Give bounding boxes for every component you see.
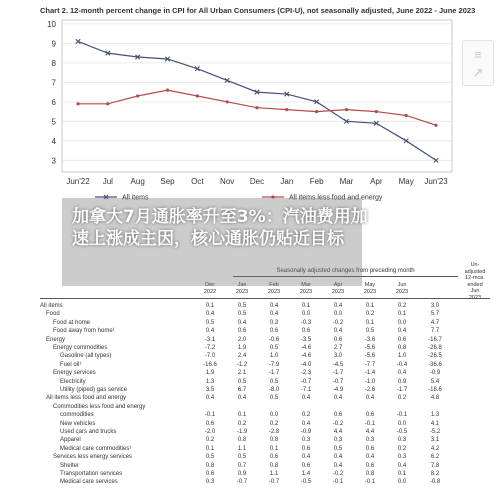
table-cell: 0.8: [205, 462, 215, 469]
table-cell: -5.2: [429, 429, 441, 435]
table-row: [40, 394, 490, 402]
table-cell: 0.6: [397, 336, 407, 343]
table-row: [40, 428, 490, 436]
table-cell: -4.6: [300, 353, 312, 360]
x-tick-label: Jan: [280, 177, 294, 186]
table-cell: 0.1: [397, 311, 407, 318]
table-cell: 1.0: [397, 353, 407, 360]
cpi-chart: [0, 0, 500, 215]
table-cell: 0.8: [269, 437, 279, 444]
table-row: [40, 361, 490, 369]
row-label: Utility (piped) gas service: [60, 387, 128, 393]
table-cell: 0.6: [269, 328, 279, 335]
table-cell: -1.0: [364, 378, 376, 385]
table-row: [40, 462, 490, 470]
row-label: Electricity: [60, 378, 86, 385]
table-cell: 8.2: [430, 471, 440, 477]
table-cell: 0.1: [237, 412, 247, 419]
table-cell: 3.0: [430, 303, 440, 309]
x-tick-label: Nov: [220, 177, 235, 186]
table-cell: 0.6: [301, 462, 311, 469]
table-annual-header: Un- adjusted 12-mos. ended Jun: [464, 262, 486, 294]
table-cell: 0.5: [269, 378, 279, 385]
row-label: Food at home: [53, 319, 91, 326]
x-tick-label: Mar: [339, 177, 354, 186]
table-cell: 1.9: [237, 345, 247, 351]
table-cell: 2.7: [333, 345, 343, 351]
table-row: [40, 336, 490, 344]
row-label: Medical care commodities¹: [60, 445, 132, 452]
table-cell: 0.6: [333, 336, 343, 343]
x-tick-label: Feb: [309, 177, 324, 186]
row-label: Fuel oil¹: [60, 361, 82, 368]
table-cell: -16.7: [428, 336, 442, 343]
table-row: [40, 411, 490, 419]
data-point: [285, 108, 288, 111]
table-cell: -5.6: [364, 353, 376, 360]
table-cell: 0.5: [237, 303, 247, 309]
row-label: Gasoline (all types): [60, 353, 112, 360]
headline: 加拿大7月通胀率升至3%：汽油费用加速上涨成主因，核心通胀仍贴近目标: [72, 207, 368, 249]
table-cell: 0.4: [333, 462, 343, 469]
table-cell: 0.6: [365, 445, 375, 452]
data-point: [76, 102, 79, 105]
table-cell: 0.0: [269, 412, 279, 419]
row-label: Shelter: [60, 462, 80, 469]
table-cell: -0.7: [236, 479, 248, 486]
table-row: [40, 478, 490, 486]
table-cell: -1.7: [396, 387, 408, 393]
table-cell: -0.2: [332, 471, 344, 477]
data-point: [345, 108, 348, 111]
table-row: [40, 344, 490, 352]
legend-label: All items: [122, 194, 149, 202]
table-row: [40, 470, 490, 478]
table-cell: 5.7: [430, 311, 440, 318]
table-cell: 0.8: [269, 462, 279, 469]
chart-toolbar: [462, 40, 494, 86]
table-cell: 6.7: [237, 387, 247, 393]
table-row: [40, 453, 490, 461]
table-cell: -1.2: [236, 361, 248, 368]
row-label: Energy: [46, 336, 66, 343]
table-cell: -0.6: [268, 336, 280, 343]
table-cell: 4.1: [430, 420, 440, 427]
table-cell: 6.2: [430, 454, 440, 461]
table-cell: 2.1: [237, 370, 247, 377]
table-cell: 0.1: [365, 303, 375, 309]
table-cell: -36.6: [428, 361, 442, 368]
row-label: Food away from home¹: [53, 328, 115, 335]
table-cell: 0.4: [205, 311, 215, 318]
table-cell: 0.9: [397, 378, 407, 385]
table-row: [40, 352, 490, 360]
table-cell: 0.6: [269, 454, 279, 461]
data-point: [196, 94, 199, 97]
chart-title: Chart 2. 12-month percent change in CPI for All Urban Consumers (CPI-U), not seasonally adjusted, June 2022 - June 2023: [40, 6, 476, 15]
y-tick-label: 8: [51, 58, 56, 68]
table-row: [40, 420, 490, 428]
table-cell: 4.7: [430, 319, 440, 326]
table-cell: 0.6: [333, 412, 343, 419]
table-cell: 0.1: [269, 445, 279, 452]
table-cell: 0.4: [333, 303, 343, 309]
table-cell: 0.5: [333, 445, 343, 452]
table-cell: 0.1: [205, 303, 215, 309]
table-cell: 0.9: [237, 471, 247, 477]
table-cell: -3.1: [204, 336, 216, 343]
table-cell: -0.7: [332, 378, 344, 385]
data-point: [166, 89, 169, 92]
table-cell: -2.6: [364, 387, 376, 393]
table-cell: -7.1: [300, 387, 312, 393]
table-cell: 0.5: [237, 454, 247, 461]
table-cell: 2.0: [237, 336, 247, 343]
row-label: Energy commodities: [53, 345, 108, 351]
row-label: All items less food and energy: [46, 395, 127, 402]
table-cell: 0.4: [333, 395, 343, 402]
menu-icon[interactable]: ≡: [474, 47, 482, 62]
table-cell: 0.3: [333, 437, 343, 444]
data-point: [315, 110, 318, 113]
row-label: Energy services: [53, 370, 96, 377]
month-header: Apr 2023: [331, 282, 345, 295]
month-header: Jun 2023: [395, 282, 409, 295]
table-cell: 0.1: [301, 303, 311, 309]
table-cell: -26.8: [428, 345, 442, 351]
table-cell: 0.2: [397, 395, 407, 402]
table-cell: 0.4: [301, 454, 311, 461]
table-cell: 0.8: [397, 345, 407, 351]
table-cell: -0.1: [204, 412, 216, 419]
table-cell: -18.6: [428, 387, 442, 393]
table-cell: 0.4: [237, 395, 247, 402]
table-cell: 0.0: [397, 479, 407, 486]
x-tick-label: Jun'23: [424, 177, 448, 186]
table-row: [40, 319, 490, 327]
table-cell: 0.6: [205, 471, 215, 477]
row-label: Apparel: [60, 437, 81, 444]
data-point: [136, 94, 139, 97]
table-cell: 3.5: [205, 387, 215, 393]
row-label: All items: [40, 303, 63, 309]
line-chart: [0, 0, 500, 215]
table-group-header: Seasonally adjusted changes from preceding month: [233, 268, 458, 277]
table-cell: 0.6: [205, 420, 215, 427]
table-cell: 0.0: [301, 311, 311, 318]
table-cell: -0.4: [396, 361, 408, 368]
table-cell: 0.4: [397, 328, 407, 335]
table-cell: 0.3: [365, 437, 375, 444]
table-cell: -1.7: [268, 370, 280, 377]
table-cell: 0.4: [397, 462, 407, 469]
row-label: Food: [46, 311, 60, 318]
table-cell: 0.5: [237, 378, 247, 385]
table-row: [40, 378, 490, 386]
table-cell: 0.4: [269, 303, 279, 309]
table-cell: -4.0: [300, 361, 312, 368]
row-label: Commodities less food and energy: [53, 403, 146, 410]
month-header: Feb 2023: [267, 282, 281, 295]
table-cell: 0.4: [301, 395, 311, 402]
table-cell: 0.4: [237, 319, 247, 326]
month-header: Mar 2023: [299, 282, 313, 295]
table-row: [40, 310, 490, 318]
table-cell: 1.4: [301, 471, 311, 477]
table-cell: 0.5: [365, 328, 375, 335]
table-cell: 0.3: [301, 437, 311, 444]
x-tick-label: Sep: [160, 177, 175, 186]
table-cell: -1.4: [364, 370, 376, 377]
table-cell: 0.4: [333, 454, 343, 461]
table-row: [40, 327, 490, 335]
row-label: Used cars and trucks: [60, 429, 117, 435]
row-label: New vehicles: [60, 420, 96, 427]
row-label: Medical care services: [60, 479, 118, 486]
table-header-rule: [40, 298, 490, 299]
table-cell: 7.7: [430, 328, 440, 335]
table-cell: 0.8: [365, 471, 375, 477]
table-cell: 0.6: [237, 328, 247, 335]
table-cell: 1.9: [205, 370, 215, 377]
data-point: [434, 124, 437, 127]
table-cell: -2.8: [268, 429, 280, 435]
data-point: [255, 106, 258, 109]
table-cell: 0.6: [301, 328, 311, 335]
table-cell: 0.2: [269, 420, 279, 427]
table-cell: 0.4: [365, 395, 375, 402]
table-cell: -3.6: [364, 336, 376, 343]
expand-icon[interactable]: ↗: [472, 65, 484, 80]
x-tick-label: Aug: [130, 177, 145, 186]
table-cell: 3.0: [333, 353, 343, 360]
table-row: [40, 386, 490, 394]
table-cell: 5.4: [430, 378, 440, 385]
table-cell: 0.0: [333, 311, 343, 318]
table-cell: -0.7: [300, 378, 312, 385]
table-cell: 0.1: [397, 471, 407, 477]
table-cell: -4.9: [332, 387, 344, 393]
table-cell: 0.4: [365, 454, 375, 461]
row-label: Transportation services: [60, 471, 123, 477]
table-cell: 0.3: [269, 319, 279, 326]
table-cell: -16.6: [203, 361, 217, 368]
table-cell: 1.3: [205, 378, 215, 385]
table-cell: -8.0: [268, 387, 280, 393]
data-point: [375, 110, 378, 113]
table-cell: -26.5: [428, 353, 442, 360]
table-cell: 0.5: [205, 454, 215, 461]
month-header: May 2023: [363, 282, 377, 295]
table-cell: 0.7: [237, 462, 247, 469]
table-cell: -0.1: [364, 420, 376, 427]
table-cell: -0.3: [300, 319, 312, 326]
table-row: [40, 436, 490, 444]
table-cell: -7.7: [364, 361, 376, 368]
table-cell: -0.8: [429, 479, 441, 486]
table-cell: -0.7: [268, 479, 280, 486]
table-cell: 0.2: [365, 311, 375, 318]
legend-label: All items less food and energy: [289, 194, 383, 202]
table-cell: 0.5: [269, 345, 279, 351]
table-cell: -7.0: [204, 353, 216, 360]
y-tick-label: 10: [47, 19, 56, 29]
table-cell: 0.4: [205, 395, 215, 402]
row-label: Services less energy services: [53, 454, 133, 461]
table-cell: -0.1: [332, 479, 344, 486]
series-line-0: [78, 41, 436, 160]
table-cell: 0.1: [205, 445, 215, 452]
y-tick-label: 3: [51, 156, 56, 166]
table-cell: 4.8: [430, 395, 440, 402]
x-tick-label: Apr: [370, 177, 383, 186]
table-cell: -0.2: [332, 420, 344, 427]
plot-frame: [62, 20, 452, 172]
table-cell: 1.3: [430, 412, 440, 419]
table-cell: 0.2: [237, 420, 247, 427]
month-header: Jan 2023: [235, 282, 249, 295]
table-cell: 4.2: [430, 445, 440, 452]
table-cell: -4.6: [300, 345, 312, 351]
table-row: [40, 302, 490, 310]
table-cell: -1.7: [332, 370, 344, 377]
table-row: [40, 369, 490, 377]
table-cell: 0.6: [301, 445, 311, 452]
table-cell: 0.2: [205, 437, 215, 444]
table-cell: 0.4: [205, 328, 215, 335]
table-cell: -0.5: [396, 429, 408, 435]
table-cell: 0.2: [301, 412, 311, 419]
y-tick-label: 4: [51, 136, 56, 146]
table-cell: 0.6: [365, 462, 375, 469]
x-tick-label: May: [398, 177, 414, 186]
data-point: [405, 114, 408, 117]
table-cell: 1.1: [269, 471, 279, 477]
table-cell: 1.0: [269, 353, 279, 360]
table-cell: -0.2: [332, 319, 344, 326]
table-cell: 0.3: [397, 454, 407, 461]
table-cell: 0.4: [301, 420, 311, 427]
table-cell: 0.1: [365, 319, 375, 326]
table-cell: 0.5: [205, 319, 215, 326]
table-cell: 4.4: [365, 429, 375, 435]
table-cell: 0.4: [397, 370, 407, 377]
table-cell: 0.5: [237, 311, 247, 318]
table-cell: -3.5: [300, 336, 312, 343]
table-cell: -5.6: [364, 345, 376, 351]
data-point: [106, 102, 109, 105]
table-row: [40, 445, 490, 453]
table-cell: 0.4: [269, 311, 279, 318]
table-cell: 2.4: [237, 353, 247, 360]
table-cell: 0.4: [333, 328, 343, 335]
table-cell: 0.0: [397, 420, 407, 427]
table-cell: 0.8: [237, 437, 247, 444]
month-header: Dec 2022: [203, 282, 217, 295]
table-cell: 0.2: [397, 445, 407, 452]
table-cell: -2.0: [204, 429, 216, 435]
table-cell: 7.8: [430, 462, 440, 469]
x-tick-label: Jun'22: [66, 177, 90, 186]
y-tick-label: 6: [51, 97, 56, 107]
x-tick-label: Dec: [249, 177, 265, 186]
table-cell: -7.2: [204, 345, 216, 351]
y-tick-label: 7: [51, 78, 56, 88]
table-cell: 0.3: [205, 479, 215, 486]
table-cell: 3.1: [430, 437, 440, 444]
table-cell: 0.6: [365, 412, 375, 419]
x-tick-label: Jul: [102, 177, 113, 186]
table-cell: -7.9: [268, 361, 280, 368]
table-row: [40, 403, 490, 411]
x-tick-label: Oct: [191, 177, 204, 186]
table-cell: -1.9: [236, 429, 248, 435]
table-cell: 0.0: [397, 319, 407, 326]
table-cell: 4.4: [333, 429, 343, 435]
y-tick-label: 9: [51, 39, 56, 49]
table-cell: 0.5: [269, 395, 279, 402]
table-cell: -0.5: [300, 479, 312, 486]
table-cell: -2.3: [300, 370, 312, 377]
table-cell: 0.3: [397, 437, 407, 444]
y-tick-label: 5: [51, 117, 56, 127]
table-cell: -0.1: [396, 412, 408, 419]
table-cell: 1.1: [237, 445, 247, 452]
table-cell: -0.9: [429, 370, 441, 377]
table-cell: 0.2: [397, 303, 407, 309]
data-point: [226, 100, 229, 103]
table-cell: -4.5: [332, 361, 344, 368]
row-label: commodities: [60, 412, 94, 419]
cpi-table: [40, 262, 490, 490]
table-cell: -0.9: [300, 429, 312, 435]
table-cell: -0.1: [364, 479, 376, 486]
